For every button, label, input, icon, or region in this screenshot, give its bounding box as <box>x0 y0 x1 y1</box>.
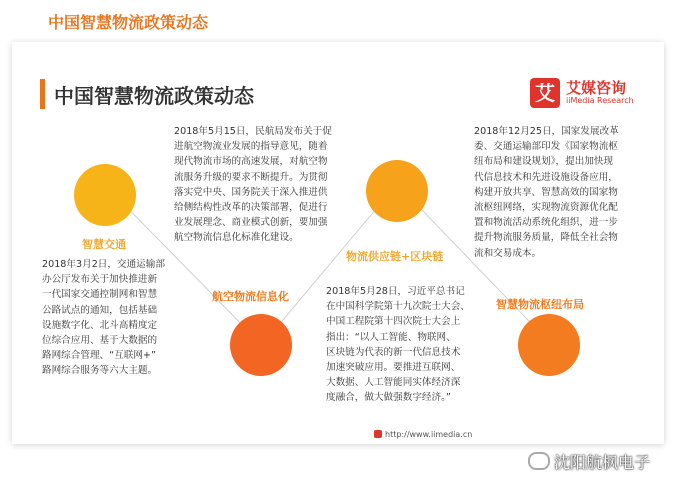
page-heading: 中国智慧物流政策动态 <box>48 13 209 32</box>
node-label-4: 智慧物流枢纽布局 <box>496 298 584 311</box>
node-text-1: 2018年3月2日，交通运输部 办公厅发布关于加快推进新 一代国家交通控制网和智慧 公路试点的通知，包括基础 设施数字化、北斗高精度定 位综合应用、基于大数据的 路网综合管理、“互联网+” 路网综合服务等六大主题。 <box>42 259 165 377</box>
node-label-3: 物流供应链+区块链 <box>346 250 444 263</box>
watermark <box>528 450 650 473</box>
source-footer <box>374 430 472 439</box>
logo-mark: 艾 <box>530 78 560 108</box>
wechat-icon <box>528 452 550 470</box>
node-text-4: 2018年12月25日，国家发展改革 委、交通运输部印发《国家物流枢 纽布局和建设规划》，提出加快现 代信息技术和先进设施设备应用， 构建开放共享、智慧高效的国家物 流枢纽网络，实现物流资源优化配 置和物流活动系统化组织，进一步 提升物流服务质量，降低全社会物 流和交易成本。 <box>474 126 619 259</box>
node-circle-4 <box>518 314 580 376</box>
infographic-slide <box>12 42 664 444</box>
iimedia-small-icon <box>374 430 382 438</box>
node-text-3: 2018年5月28日，习近平总书记 在中国科学院第十九次院士大会、 中国工程院第十四次院士大会上 指出：“以人工智能、物联网、 区块链为代表的新一代信息技术 加速突破应用。要推进互联网、 大数据、人工智能同实体经济深 度融合，做大做强数字经济。” <box>326 286 470 404</box>
node-circle-2 <box>230 314 292 376</box>
node-label-1: 智慧交通 <box>82 238 126 251</box>
slide-title: 中国智慧物流政策动态 <box>54 84 254 108</box>
node-circle-1 <box>74 164 136 226</box>
node-label-2: 航空物流信息化 <box>212 290 289 303</box>
node-circle-3 <box>366 160 428 222</box>
source-url[interactable]: http://www.iimedia.cn <box>385 430 473 439</box>
watermark-text: 沈阳航枫电子 <box>554 453 651 472</box>
logo-subtitle: iiMedia Research <box>566 96 634 105</box>
logo-name: 艾媒咨询 <box>566 79 627 97</box>
node-text-2: 2018年5月15日，民航局发布关于促 进航空物流业发展的指导意见，随着 现代物流市场的高速发展，对航空物 流服务升级的要求不断提升。为贯彻 落实党中央、国务院关于深入推进供 给侧结构性改革的决策部署，促进行 业发展理念、商业模式创新，要加强 航空物流信息化标准化建设。 <box>174 126 332 244</box>
